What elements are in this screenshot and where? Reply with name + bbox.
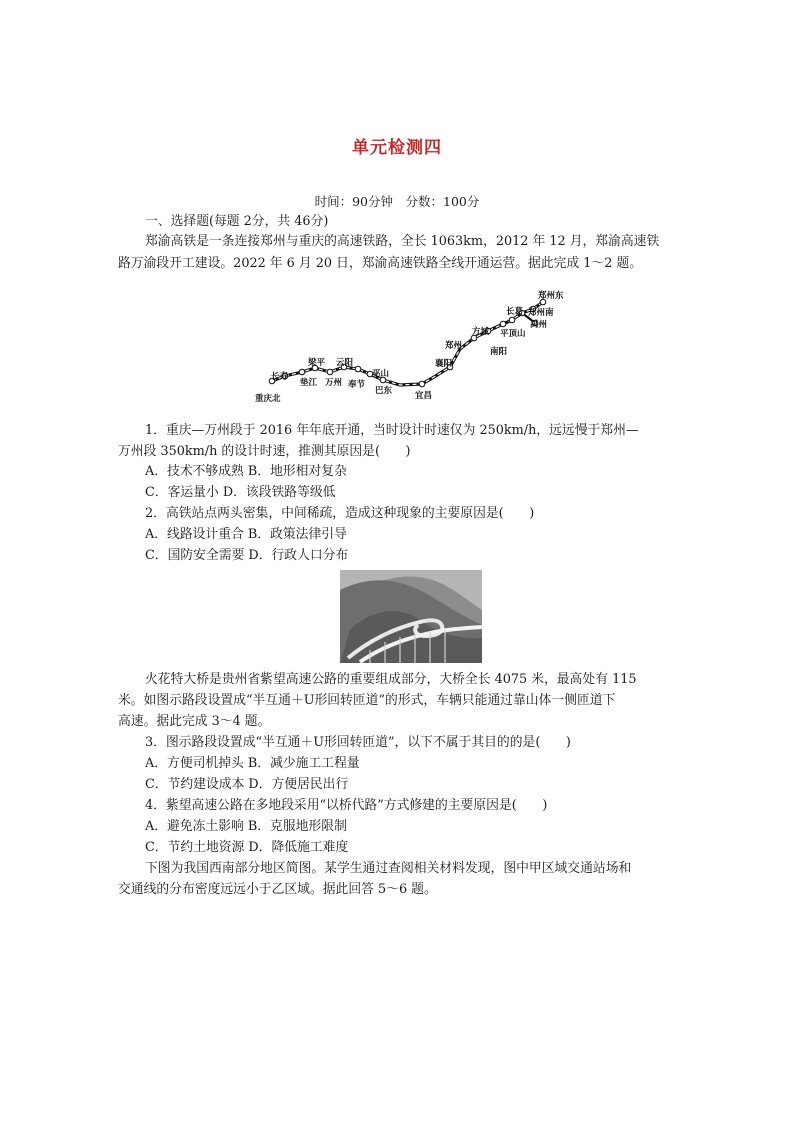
- exam-meta: 时间：90分钟 分数：100分: [314, 194, 480, 209]
- answer-options: A．线路设计重合 B．政策法律引导: [145, 527, 347, 542]
- station-label: 郑州南: [528, 308, 554, 318]
- question-line: 4．紫望高速公路在多地段采用“以桥代路”方式修建的主要原因是( ): [145, 798, 548, 813]
- station-label: 巴东: [375, 386, 393, 396]
- question-line: 万州段 350km/h 的设计时速，推测其原因是( ): [118, 444, 411, 459]
- paragraph-line: 郑渝高铁是一条连接郑州与重庆的高速铁路，全长 1063km，2012 年 12 月，郑渝高速铁: [145, 234, 660, 249]
- paragraph-line: 交通线的分布密度远远小于乙区域。据此回答 5～6 题。: [118, 882, 437, 897]
- answer-options: A．避免冻土影响 B．克服地形限制: [145, 819, 347, 834]
- station-label: 南阳: [490, 347, 508, 357]
- station-label: 郑州: [445, 341, 463, 351]
- paragraph-line: 火花特大桥是贵州省紫望高速公路的重要组成部分，大桥全长 4075 米，最高处有 115: [145, 672, 637, 687]
- station-label: 宜昌: [415, 391, 433, 401]
- station-label: 巫山: [372, 369, 390, 379]
- station-label: 万州: [325, 378, 343, 388]
- station-marker: [355, 366, 361, 372]
- answer-options: A．方便司机掉头 B．减少施工工程量: [145, 756, 360, 771]
- answer-options: C．节约建设成本 D．方便居民出行: [145, 777, 349, 792]
- station-label: 平顶山: [500, 329, 526, 339]
- station-label: 垫江: [300, 378, 318, 388]
- question-line: 1．重庆—万州段于 2016 年年底开通，当时设计时速仅为 250km/h，远远慢于郑州—: [145, 423, 639, 438]
- answer-options: C．节约土地资源 D．降低施工难度: [145, 840, 349, 855]
- question-line: 2．高铁站点两头密集，中间稀疏，造成这种现象的主要原因是( ): [145, 506, 535, 521]
- paragraph-line: 米。如图示路段设置成“半互通＋U形回转匝道”的形式，车辆只能通过靠山体一侧匝道下: [118, 693, 616, 708]
- station-label: 郑州东: [538, 291, 564, 301]
- station-marker: [509, 317, 515, 323]
- bridge-photo: [340, 570, 482, 663]
- railway-line-dash: [272, 302, 543, 385]
- station-label: 禹州: [530, 320, 548, 330]
- station-label: 襄阳: [435, 359, 453, 369]
- page-title: 单元检测四: [352, 138, 442, 158]
- station-label: 方城: [472, 327, 490, 337]
- answer-options: A．技术不够成熟 B．地形相对复杂: [145, 464, 347, 479]
- station-marker: [299, 369, 305, 375]
- station-label: 重庆北: [255, 394, 281, 404]
- paragraph-line: 路万渝段开工建设。2022 年 6 月 20 日，郑渝高速铁路全线开通运营。据此完成 1～2 题。: [118, 256, 643, 271]
- question-line: 3．图示路段设置成“半互通＋U形回转匝道”，以下不属于其目的的是( ): [145, 735, 571, 750]
- railway-map-figure: [250, 288, 570, 406]
- station-marker: [419, 381, 425, 387]
- station-label: 梁平: [308, 358, 326, 368]
- section-heading: 一、选择题(每题 2分，共 46分): [145, 214, 329, 229]
- station-label: 长葛: [506, 307, 524, 317]
- station-label: 长寿: [271, 372, 289, 382]
- station-label: 奉节: [348, 380, 366, 390]
- station-marker: [327, 369, 333, 375]
- paragraph-line: 下图为我国西南部分地区简图。某学生通过查阅相关材料发现，图中甲区域交通站场和: [145, 861, 632, 876]
- answer-options: C．国防安全需要 D．行政人口分布: [145, 548, 349, 563]
- station-label: 云阳: [336, 358, 354, 368]
- answer-options: C．客运量小 D．该段铁路等级低: [145, 485, 336, 500]
- station-marker: [500, 321, 506, 327]
- railway-line: [272, 302, 543, 385]
- paragraph-line: 高速。据此完成 3～4 题。: [118, 714, 271, 729]
